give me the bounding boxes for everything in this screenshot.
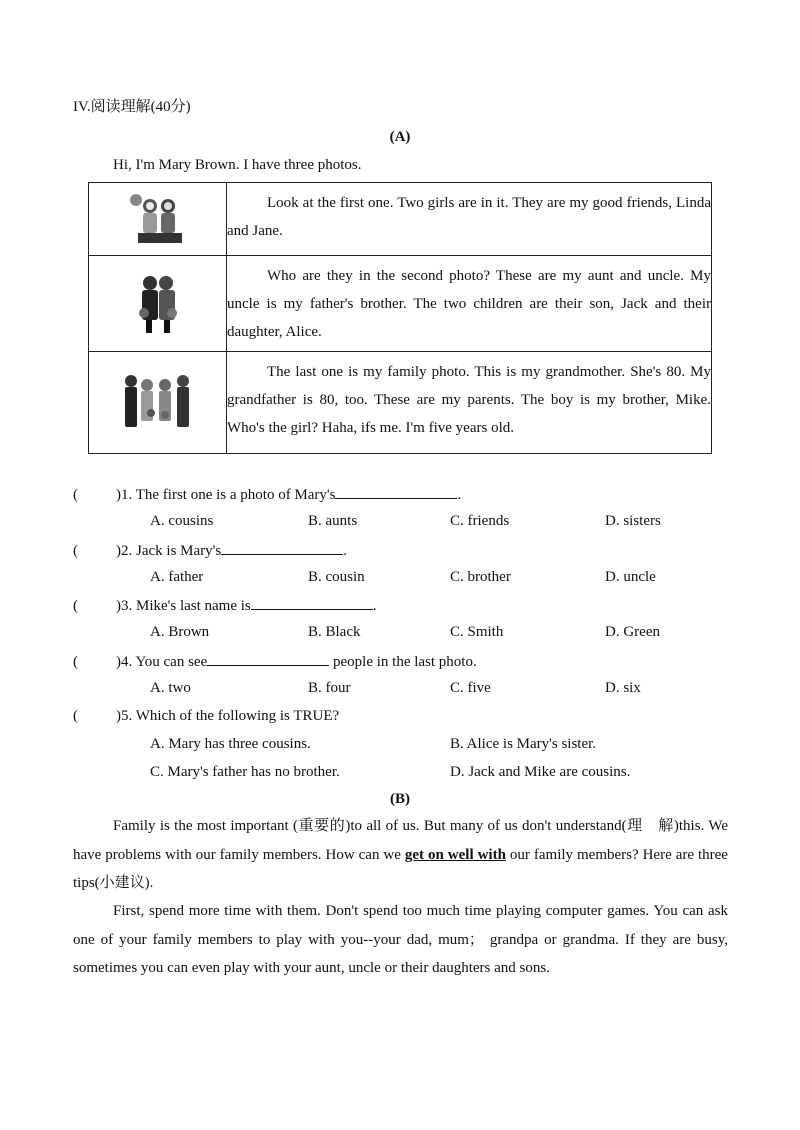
photo-text-3: The last one is my family photo. This is my grandmother. She's 80. My grandfather is 80, too. These are my parents. The boy is my brother, Mike. Who's the girl? Haha, ifs me. I'm five years old. <box>227 364 711 436</box>
q4-option-b: B. four <box>308 680 351 696</box>
q2-option-a: A. father <box>150 569 204 585</box>
keyword-phrase: get on well with <box>404 846 506 863</box>
part-b-paragraph-2: First, spend more time with them. Don't spend too much time playing computer games. You can ask one of your family members to play with you--your dad, mum； grandpa or grandma. If they are busy, sometimes you can even play with your aunt, uncle or their daughters and sons. <box>73 903 728 976</box>
question-5: ( )5. Which of the following is TRUE? <box>73 708 340 724</box>
q4-option-a: A. two <box>150 680 191 696</box>
answer-blank-3[interactable] <box>251 595 373 610</box>
q1-option-d: D. sisters <box>605 513 661 529</box>
part-a-intro: Hi, I'm Mary Brown. I have three photos. <box>113 157 362 173</box>
q4-option-d: D. six <box>605 680 641 696</box>
photo-text-cell-2 <box>227 256 712 352</box>
photo-text-cell-3 <box>227 352 712 454</box>
q5-option-a: A. Mary has three cousins. <box>150 736 311 752</box>
q1-option-b: B. aunts <box>308 513 358 529</box>
q3-option-c: C. Smith <box>450 624 504 640</box>
photo-cell-1 <box>89 183 227 256</box>
q5-option-b: B. Alice is Mary's sister. <box>450 736 597 752</box>
q4-option-c: C. five <box>450 680 491 696</box>
answer-blank-1[interactable] <box>335 484 457 499</box>
photo-cell-2 <box>89 256 227 352</box>
part-b-label: (B) <box>390 791 410 807</box>
photo-row-3 <box>89 352 712 454</box>
q1-option-c: C. friends <box>450 513 510 529</box>
photo-cell-3 <box>89 352 227 454</box>
part-b-paragraph-1: Family is the most important (重要的)to all of us. But many of us don't understand(理 解)this. We have problems with our family members. How can we get on well with our family members? Here are three tips(小建议). <box>73 818 728 891</box>
q1-option-a: A. cousins <box>150 513 214 529</box>
answer-blank-4[interactable] <box>207 651 329 666</box>
two-girls-photo-icon <box>128 190 188 248</box>
question-2: ( )2. Jack is Mary's . <box>73 540 347 560</box>
photo-text-2: Who are they in the second photo? These are my aunt and uncle. My uncle is my father's brother. The two children are their son, Jack and their daughter, Alice. <box>227 268 711 340</box>
q3-option-d: D. Green <box>605 624 660 640</box>
q2-option-c: C. brother <box>450 569 511 585</box>
q2-option-d: D. uncle <box>605 569 656 585</box>
q3-option-b: B. Black <box>308 624 361 640</box>
q5-option-d: D. Jack and Mike are cousins. <box>450 764 631 780</box>
part-a-label: (A) <box>389 129 411 145</box>
question-3: ( )3. Mike's last name is . <box>73 595 377 615</box>
photo-table <box>88 182 712 454</box>
question-1: ( )1. The first one is a photo of Mary's . <box>73 484 461 504</box>
photo-row-1 <box>89 183 712 256</box>
section-title: IV.阅读理解(40分) <box>73 99 191 115</box>
question-4: ( )4. You can see people in the last photo. <box>73 651 477 671</box>
q3-option-a: A. Brown <box>150 624 210 640</box>
q5-option-c: C. Mary's father has no brother. <box>150 764 340 780</box>
family-photo-icon <box>121 371 195 435</box>
q2-option-b: B. cousin <box>308 569 365 585</box>
photo-row-2 <box>89 256 712 352</box>
photo-text-1: Look at the first one. Two girls are in it. They are my good friends, Linda and Jane. <box>227 195 711 239</box>
aunt-uncle-photo-icon <box>128 273 188 335</box>
answer-blank-2[interactable] <box>221 540 343 555</box>
photo-text-cell-1 <box>227 183 712 256</box>
